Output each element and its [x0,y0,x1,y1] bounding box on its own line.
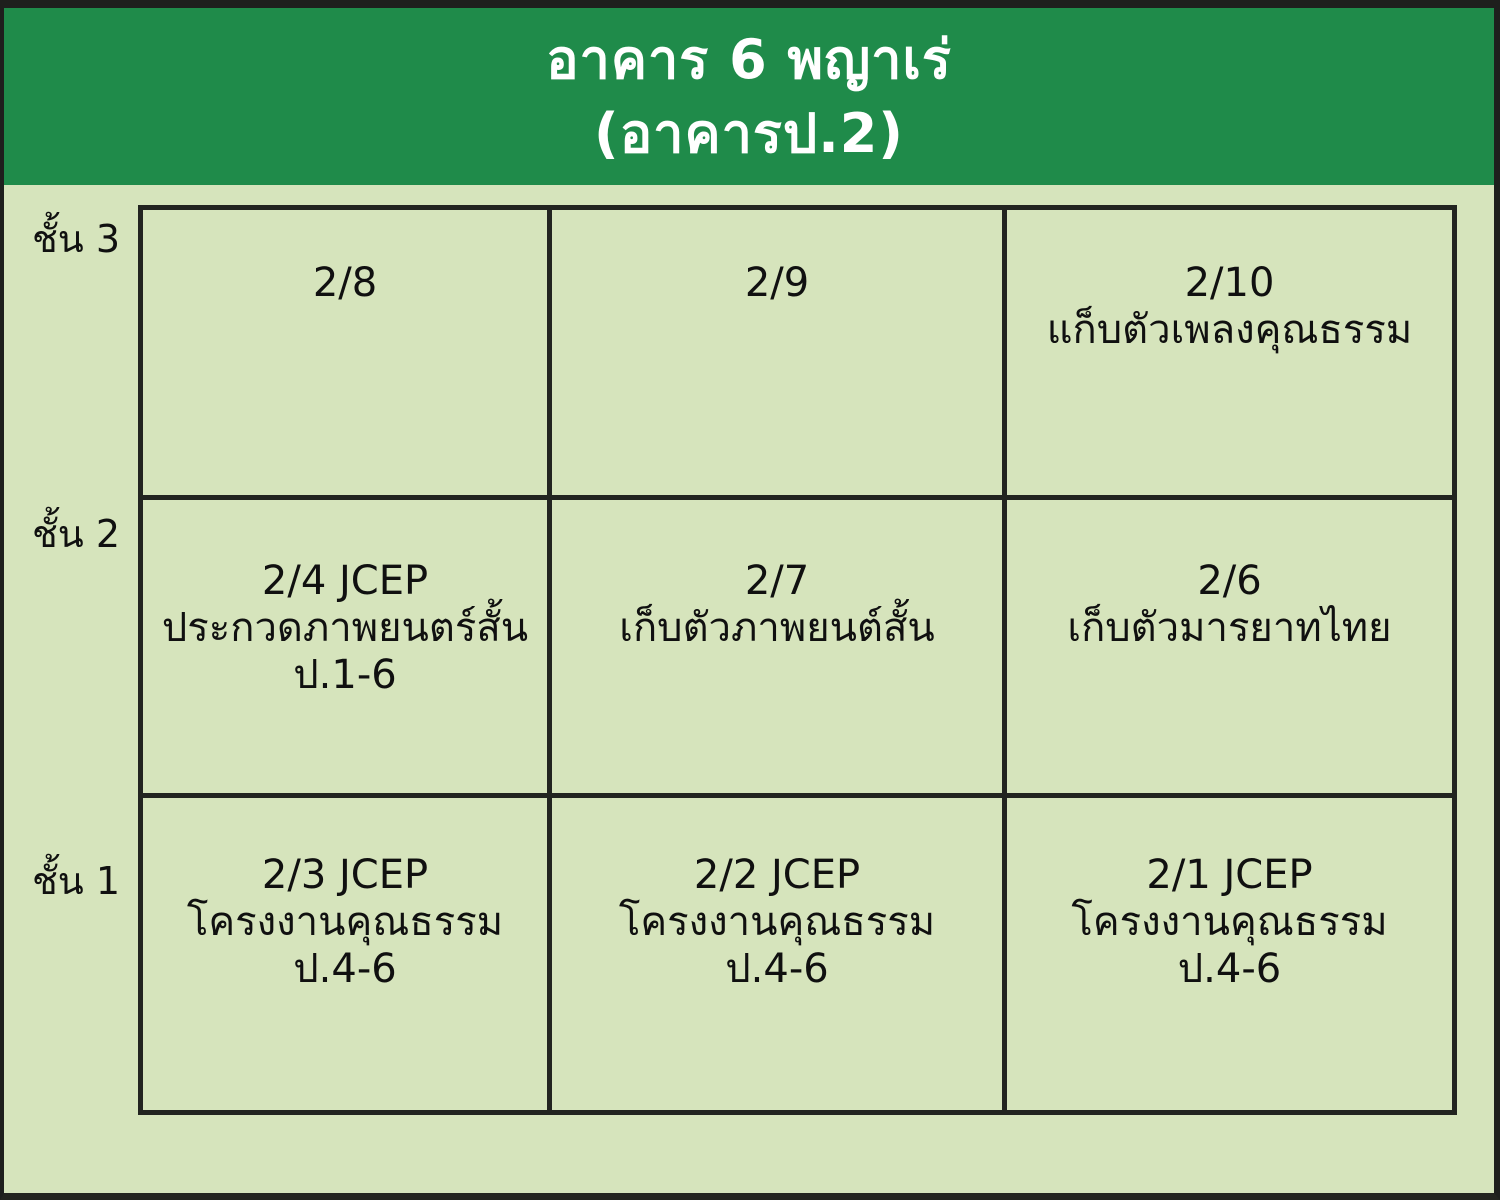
room-activity: โครงงานคุณธรรม [1071,899,1388,945]
room-cell-2-2 [552,798,1007,1110]
room-number: 2/4 JCEP [261,558,429,604]
poster-header [4,8,1494,185]
room-cell-2-1 [1007,798,1452,1110]
room-number: 2/6 [1197,558,1262,604]
room-cell-2-8 [143,210,552,500]
room-activity: ประกวดภาพยนตร์สั้น [161,605,529,651]
room-cell-2-9 [552,210,1007,500]
rooms-grid [138,205,1457,1115]
room-number: 2/1 JCEP [1146,852,1313,898]
room-activity: โครงงานคุณธรรม [186,899,504,945]
room-number: 2/2 JCEP [693,852,861,898]
room-activity: โครงงานคุณธรรม [618,899,936,945]
bottom-left-accent-strip [0,1194,150,1200]
room-grade-range: ป.4-6 [293,946,397,992]
room-activity: แก็บตัวเพลงคุณธรรม [1046,307,1413,353]
room-grade-range: ป.4-6 [725,946,829,992]
room-cell-2-7 [552,500,1007,798]
room-grade-range: ป.1-6 [293,652,397,698]
room-cell-2-4 [143,500,552,798]
floor-1-label: ชั้น 1 [32,859,121,903]
room-cell-2-3 [143,798,552,1110]
room-number: 2/10 [1184,260,1275,306]
room-activity: เก็บตัวมารยาทไทย [1067,605,1392,651]
building-title: อาคาร 6 พญาเร่ [546,28,952,92]
room-number: 2/3 JCEP [261,852,429,898]
room-number: 2/9 [744,260,810,306]
room-cell-2-10 [1007,210,1452,500]
room-activity: เก็บตัวภาพยนต์สั้น [619,605,935,651]
room-grade-range: ป.4-6 [1177,946,1282,992]
room-cell-2-6 [1007,500,1452,798]
floor-2-label: ชั้น 2 [32,512,121,556]
building-subtitle: (อาคารป.2) [594,101,904,165]
room-number: 2/7 [744,558,810,604]
floor-3-label: ชั้น 3 [32,217,121,261]
room-number: 2/8 [312,260,378,306]
